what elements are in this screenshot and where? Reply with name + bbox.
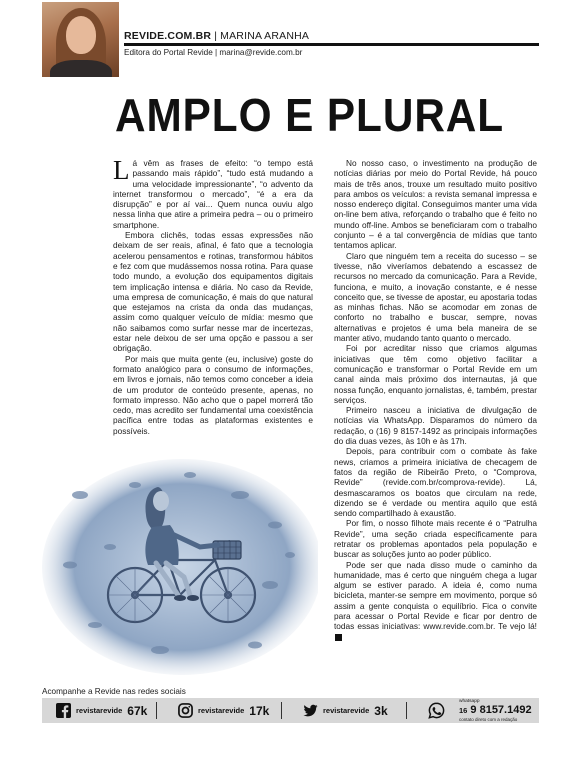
paragraph: Por mais que muita gente (eu, inclusive) goste do formato analógico para o consumo de informações, em livros e jornais, não temos como conceber a ideia de um produtor de conteúdo presente, apenas, no formato impresso. Não acho que o papel morrerá tão cedo, mas acredito ser fundamental uma coexistência pacífica entre todas as plataformas existentes e possíveis. [113, 353, 313, 436]
dropcap: L [113, 155, 130, 185]
column-header [124, 30, 309, 42]
paragraph: Embora clichês, todas essas expressões não deixam de ser reais, afinal, é fato que a tecnologia acelerou pensamentos e rotinas, transformou hábitos e fez com que mudássemos nossa rotina. Para quase todo mundo, a evolução dos equipamentos digitais tem implicação intensa e diária. No caso da Revide, uma empresa de comunicação, é mais do que natural que estejamos na crista da onda das mudanças, assim como qualquer veículo de mídia: mesmo que não saibamos como surfar nesse mar de incertezas, estar nele deixou de ser uma opção e passou a ser obrigação. [113, 230, 313, 354]
paragraph: Primeiro nasceu a iniciativa de divulgação de notícias via WhatsApp. Disparamos do número da redação, o (16) 9 8157-1492 as principais informações do dia duas vezes, às 10h e às 17h. [334, 405, 537, 447]
author-role: Editora do Portal Revide | marina@revide.com.br [124, 48, 303, 57]
article-column-left [113, 155, 313, 436]
author-shirt [50, 60, 112, 77]
instagram-count: 17k [249, 703, 270, 718]
whatsapp-label: whatsapp [459, 699, 480, 704]
paragraph: Claro que ninguém tem a receita do sucesso – se tivesse, não viveríamos debatendo a escassez de recursos no mercado da comunicação. Para a Revide, funciona, e muito, a inovação constante, e é nesse conceito que, se tivesse de apostar, eu apostaria todas as minhas fichas. Não se acomodar em zonas de conforto no trabalho e buscar, sempre, novas alternativas e projetos é uma bela maneira de se manter ativo, mudando tanto quanto o mercado. [334, 250, 537, 344]
social-section-label: Acompanhe a Revide nas redes sociais [42, 687, 186, 696]
whatsapp-contact[interactable] [459, 699, 539, 723]
social-divider [406, 702, 407, 719]
paragraph: Foi por acreditar nisso que criamos algumas iniciativas que têm como objetivo facilitar a comunicação e transformar o Portal Revide em um canal ainda mais próximo dos internautas, já que nossa função, enquanto jornalistas, é, também, prestar serviços. [334, 343, 537, 405]
facebook-link[interactable] [56, 698, 147, 723]
author-name: MARINA ARANHA [220, 30, 310, 42]
whatsapp-number [459, 704, 532, 716]
author-photo [42, 2, 119, 77]
site-name: REVIDE.COM.BR [124, 30, 212, 42]
header-rule [124, 43, 539, 46]
whatsapp-icon-wrap[interactable] [428, 698, 450, 723]
paragraph: No nosso caso, o investimento na produção de notícias diárias por meio do Portal Revide, há pouco mais de três anos, trouxe um resultado muito positivo para ambos os veículos: a revista semanal impressa e nosso endereço digital. Conseguimos manter uma vida on-line bem ativa, reforçando o trabalho que é feito no mundo off-line. Ambos se beneficiaram com o trabalho conjunto – é a tal convergência de mídias que tanto tentamos aplicar. [334, 158, 537, 251]
paragraph [334, 560, 537, 642]
instagram-handle: revistarevide [198, 706, 245, 715]
instagram-icon [178, 703, 193, 718]
social-divider [281, 702, 282, 719]
article-column-right [334, 158, 537, 642]
author-face [66, 16, 96, 54]
facebook-handle: revistarevide [76, 706, 123, 715]
twitter-count: 3k [374, 703, 388, 718]
facebook-icon [56, 703, 71, 718]
whatsapp-icon [428, 702, 445, 719]
whatsapp-note: contato direto com a redação [459, 717, 518, 722]
instagram-link[interactable] [178, 698, 269, 723]
end-mark-icon [335, 634, 342, 641]
paragraph-text: Pode ser que nada disso mude o caminho da humanidade, mas é certo que ninguém chega a lugar algum se estiver parado. A ideia é, como numa bicicleta, manter-se sempre em movimento, porque só assim a gente conquista o equilíbrio. Fica o convite para acessar o Portal Revide e ficar por dentro de todas essas iniciativas: www.revide.com.br. Te vejo lá! [334, 559, 537, 632]
whatsapp-ddd: 16 [459, 706, 468, 715]
header-separator: | [214, 30, 218, 42]
bicycle-illustration [40, 455, 318, 685]
whatsapp-phone: 9 8157.1492 [470, 704, 532, 716]
social-divider [156, 702, 157, 719]
facebook-count: 67k [127, 703, 148, 718]
paragraph-text: á vêm as frases de efeito: “o tempo está passando mais rápido”, “tudo está mudando a uma velocidade impressionante”, “o advento da internet transformou o mercado”, “é a era da disrupção” e por aí vai... Quem nunca ouviu algo nessa linha que atire a primeira pedra – ou o primeiro smartphone. [113, 158, 313, 230]
paragraph [113, 155, 313, 230]
paragraph: Depois, para contribuir com o combate às fake news, criamos a primeira iniciativa de checagem de fatos da região de Ribeirão Preto, o “Comprova, Revide” (revide.com.br/comprova-revide). Lá, desmascaramos os boatos que circulam na rede, dizendo se é verdade ou mentira aquilo que está sendo compartilhado à exaustão. [334, 446, 537, 519]
headline: AMPLO E PLURAL [115, 89, 505, 141]
twitter-icon [303, 703, 318, 718]
paragraph: Por fim, o nosso filhote mais recente é o “Patrulha Revide”, uma seção criada especificamente para retratar os problemas apontados pela população e buscar as soluções junto ao poder público. [334, 518, 537, 560]
twitter-link[interactable] [303, 698, 388, 723]
twitter-handle: revistarevide [323, 706, 370, 715]
